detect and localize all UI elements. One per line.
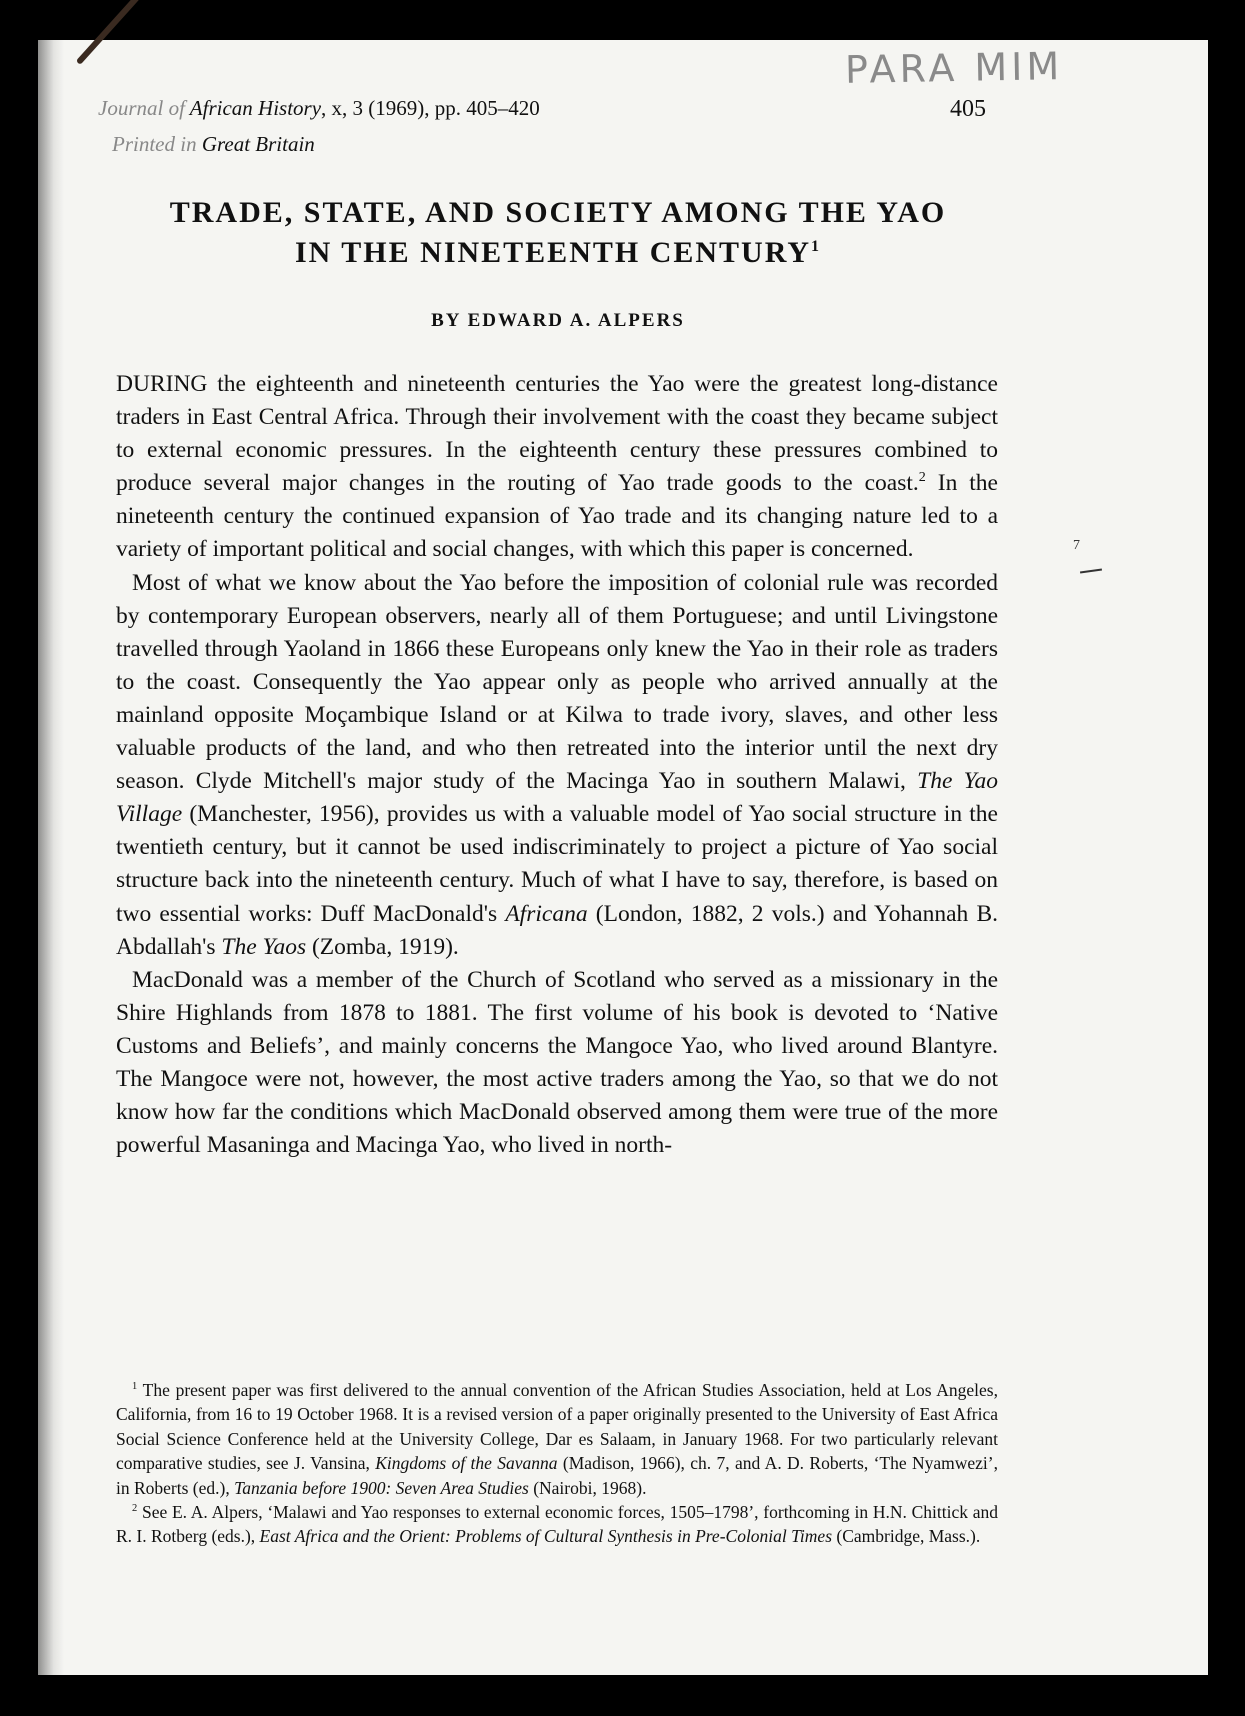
book-title: The Yao Village: [116, 768, 998, 828]
book-title: The Yaos: [221, 933, 307, 960]
author-byline: BY EDWARD A. ALPERS: [431, 310, 685, 331]
footnote-2: $^2$ See E. A. Alpers, ‘Malawi and Yao responses to external economic forces, 1505–1798’, forthcoming in H.N. Chittick and R. I. Rotberg (eds.), East Africa and the Orient: Problems of Cultural Synthesis in Pre-Colonial Times (Cambridge, Mass.).: [116, 1502, 998, 1547]
paragraph-3: MacDonald was a member of the Church of Scotland who served as a missionary in the Shire Highlands from 1878 to 1881. The first volume of his book is devoted to ‘Native Customs and Beliefs’, and mainly concerns the Mangoce Yao, who lived around Blantyre. The Mangoce were not, however, the most active traders among the Yao, so that we do not know how far the conditions which MacDonald observed among them were true of the more powerful Masaninga and Macinga Yao, who lived in north-: [116, 966, 998, 1159]
footnote-1: $^1$ The present paper was first delivered to the annual convention of the African Studies Association, held at Los Angeles, California, from 16 to 19 October 1968. It is a revised version of a paper originally presented to the University of East Africa Social Science Conference held at the University College, Dar es Salaam, in January 1968. For two particularly relevant comparative studies, see J. Vansina, Kingdoms of the Savanna (Madison, 1966), ch. 7, and A. D. Roberts, ‘The Nyamwezi’, in Roberts (ed.), Tanzania before 1900: Seven Area Studies (Nairobi, 1968).: [116, 1380, 998, 1498]
journal-citation: [98, 96, 540, 121]
paragraph-2: Most of what we know about the Yao before the imposition of colonial rule was recorded by contemporary European observers, nearly all of them Portuguese; and until Livingstone travelled through Yaoland in 1866 these Europeans only knew the Yao in their role as traders to the coast. Consequently the Yao appear only as people who arrived annually at the mainland opposite Moçambique Island or at Kilwa to trade ivory, slaves, and other less valuable products of the land, and who then retreated into the interior until the next dry season. Clyde Mitchell's major study of the Macinga Yao in southern Malawi, The Yao Village (Manchester, 1956), provides us with a valuable model of Yao social structure in the twentieth century, but it cannot be used indiscriminately to project a picture of Yao social structure back into the nineteenth century. Much of what I have to say, therefore, is based on two essential works: Duff MacDonald's Africana (London, 1882, 2 vols.) and Yohannah B. Abdallah's The Yaos (Zomba, 1919).: [116, 569, 998, 960]
handwritten-annotation: PARA MIM: [844, 44, 1064, 92]
footnotes: [116, 1378, 998, 1549]
title-footnote-mark: 1: [811, 238, 821, 255]
journal-prefix: Journal of: [98, 96, 185, 120]
page-number: 405: [950, 96, 986, 122]
margin-mark: 7: [1073, 538, 1080, 553]
paragraph-1: DURING the eighteenth and nineteenth centuries the Yao were the greatest long-distance traders in East Central Africa. Through their involvement with the coast they became subject to external economic pressures. In the eighteenth century these pressures combined to produce several major changes in the routing of Yao trade goods to the coast.$^2$ In the nineteenth century the continued expansion of Yao trade and its changing nature led to a variety of important political and social changes, with which this paper is concerned.: [116, 371, 998, 563]
binding-shadow: [38, 40, 64, 1675]
printed-prefix: Printed in: [112, 132, 197, 156]
footnote-ref-2: 2: [918, 469, 926, 486]
title-line-1: TRADE, STATE, AND SOCIETY AMONG THE YAO: [169, 196, 947, 229]
article-body: [116, 368, 998, 1162]
printed-in-line: [112, 132, 315, 157]
printed-location: Great Britain: [201, 132, 315, 156]
journal-volume: , x, 3 (1969), pp. 405–420: [321, 96, 540, 120]
journal-name: African History: [189, 96, 322, 120]
title-line-2: IN THE NINETEENTH CENTURY$^1$: [295, 236, 821, 269]
article-title: [110, 193, 1006, 273]
book-title: Africana: [505, 900, 588, 927]
